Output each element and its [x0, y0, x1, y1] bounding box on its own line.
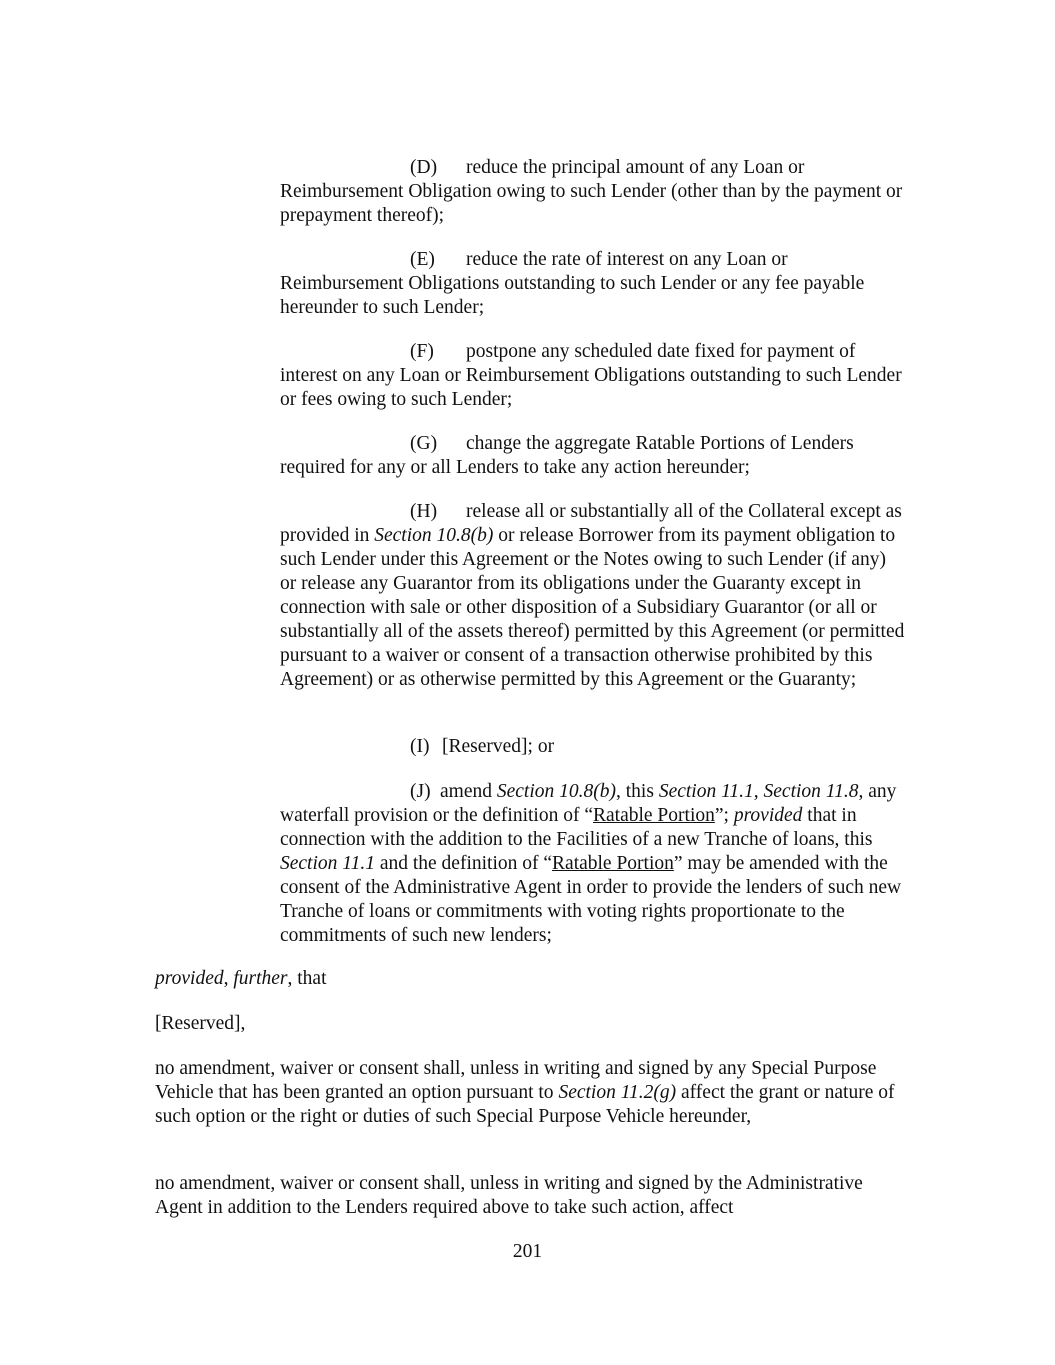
- separator: ,: [223, 968, 234, 989]
- spv-text-2: affect the grant or nature of such option or the right or duties of such Special Purpose Vehicle hereunder,: [155, 1082, 895, 1127]
- agent-paragraph: no amendment, waiver or consent shall, unless in writing and signed by the Administrative Agent in addition to the Lenders required above to take such action, affect: [155, 1173, 863, 1218]
- clause-i-label: (I): [410, 736, 430, 757]
- clause-h-text-1: release all or substantially all of the Collateral except as provided in: [280, 501, 902, 546]
- provided-further-paragraph: [155, 967, 905, 991]
- clause-j-text-7: ” may be amended with the consent of the Administrative Agent in order to provide the lenders of such new Tranche of loans or commitments with voting rights proportionate to the commitments of such new lenders;: [280, 853, 902, 946]
- clause-j-text-6: and the definition of “: [374, 853, 553, 874]
- page-number: 201: [512, 1241, 543, 1262]
- clause-j: [280, 780, 905, 948]
- clause-h-text-2: or release Borrower from its payment obligation to such Lender under this Agreement or the Notes owing to such Lender (if any) or release any Guarantor from its obligations under the Guaranty except in connection with sale or other disposition of a Subsidiary Guarantor (or all or substantially all of the assets thereof) permitted by this Agreement (or permitted pursuant to a waiver or consent of a transaction otherwise prohibited by this Agreement) or as otherwise permitted by this Agreement or the Guaranty;: [280, 525, 905, 690]
- clause-i: [280, 735, 905, 759]
- clause-d: [280, 156, 905, 228]
- clause-j-text-5: that in connection with the addition to the Facilities of a new Tranche of loans, this: [280, 805, 873, 850]
- clause-g-label: (G): [410, 433, 438, 454]
- provided-further-tail: , that: [287, 968, 327, 989]
- clause-d-label: (D): [410, 157, 438, 178]
- section-reference: Section 10.8(b): [374, 525, 494, 546]
- section-reference: Section 11.1, Section 11.8: [658, 781, 859, 802]
- section-reference: Section 10.8(b): [496, 781, 616, 802]
- clause-f-label: (F): [410, 341, 434, 362]
- clause-j-text-3: , any waterfall provision or the definition of “: [280, 781, 897, 826]
- spv-paragraph: [155, 1057, 905, 1129]
- section-reference: Section 11.2(g): [558, 1082, 677, 1103]
- section-reference: Section 11.1: [280, 853, 375, 874]
- clause-f-text: postpone any scheduled date fixed for payment of interest on any Loan or Reimbursement Obligations outstanding to such Lender or fees owing to such Lender;: [280, 341, 902, 410]
- clause-h-label: (H): [410, 501, 438, 522]
- clause-j-text-4: ”;: [714, 805, 734, 826]
- clause-g-text: change the aggregate Ratable Portions of Lenders required for any or all Lenders to take any action hereunder;: [280, 433, 854, 478]
- clause-i-text: [Reserved]; or: [442, 736, 555, 757]
- defined-term: Ratable Portion: [593, 805, 715, 826]
- further-term: further: [233, 968, 288, 989]
- defined-term: Ratable Portion: [552, 853, 674, 874]
- clause-j-text-1: amend: [440, 781, 497, 802]
- clause-e-label: (E): [410, 249, 435, 270]
- provided-term: provided: [733, 805, 803, 826]
- clause-f: [280, 340, 905, 412]
- clause-g: [280, 432, 905, 480]
- clause-j-label: (J): [410, 781, 431, 802]
- spv-text-1: no amendment, waiver or consent shall, unless in writing and signed by any Special Purpose Vehicle that has been granted an option pursuant to: [155, 1058, 877, 1103]
- clause-e-text: reduce the rate of interest on any Loan or Reimbursement Obligations outstanding to such Lender or any fee payable hereunder to such Lender;: [280, 249, 865, 318]
- clause-d-text: reduce the principal amount of any Loan or Reimbursement Obligation owing to such Lender (other than by the payment or prepayment thereof);: [280, 157, 903, 226]
- provided-term: provided: [155, 968, 224, 989]
- clause-j-text-2: , this: [616, 781, 659, 802]
- clause-e: [280, 248, 905, 320]
- reserved-paragraph: [Reserved],: [155, 1013, 246, 1034]
- clause-h: [280, 500, 905, 692]
